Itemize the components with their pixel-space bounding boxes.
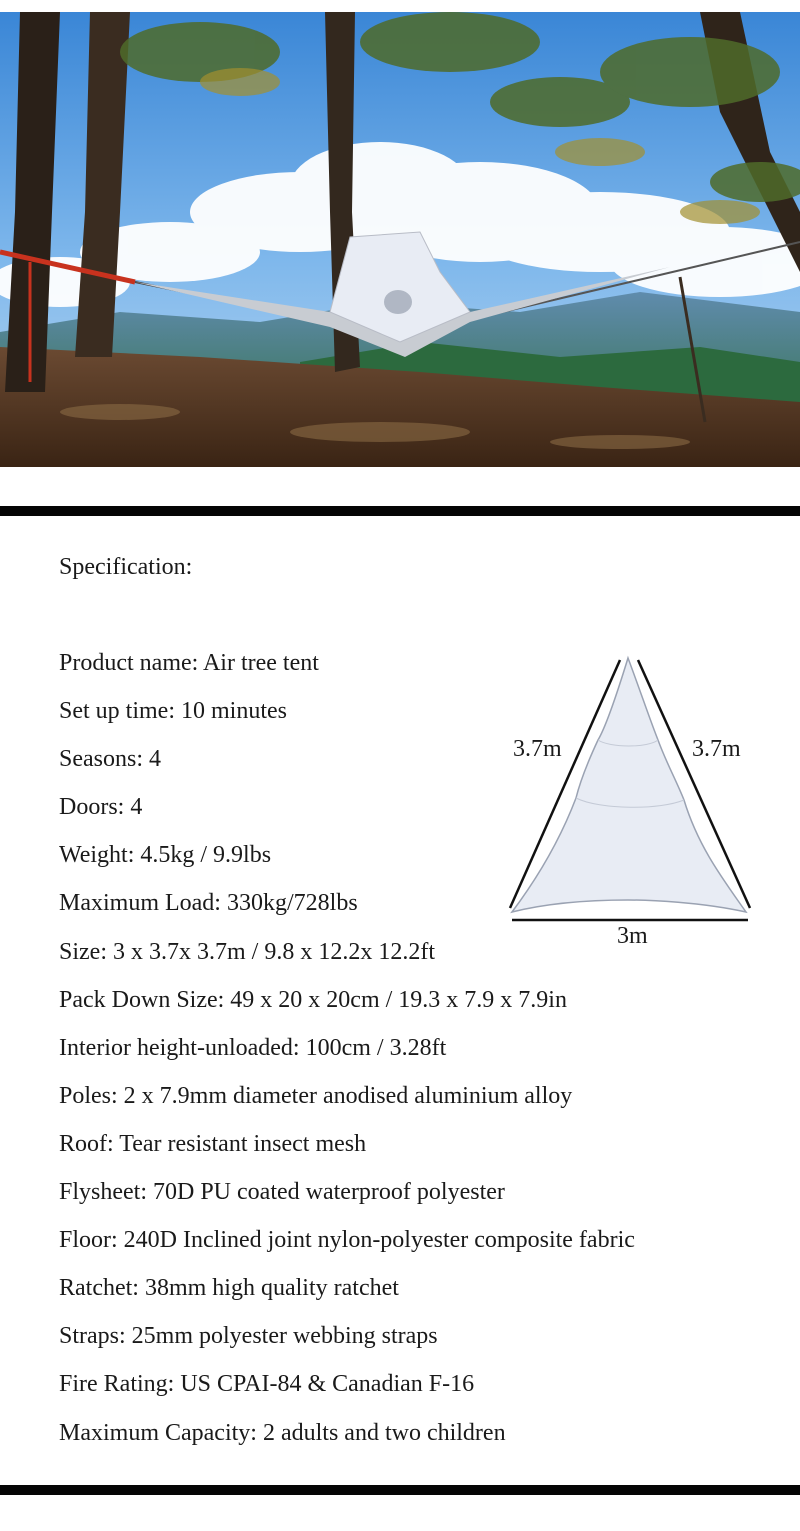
spec-row-max-capacity: Maximum Capacity: 2 adults and two children <box>59 1419 506 1446</box>
spec-row-pack-down-size: Pack Down Size: 49 x 20 x 20cm / 19.3 x 7.9 x 7.9in <box>59 986 567 1013</box>
dimension-base-label: 3m <box>617 923 648 949</box>
tree-tent-photo <box>0 12 800 467</box>
dimension-left-label: 3.7m <box>513 736 562 762</box>
spec-row-size: Size: 3 x 3.7x 3.7m / 9.8 x 12.2x 12.2ft <box>59 938 435 965</box>
spec-row-seasons: Seasons: 4 <box>59 746 161 773</box>
spec-row-fire-rating: Fire Rating: US CPAI-84 & Canadian F-16 <box>59 1371 475 1398</box>
hero-photo <box>0 12 800 467</box>
spec-row-roof: Roof: Tear resistant insect mesh <box>59 1130 367 1157</box>
section-divider-top <box>0 506 800 516</box>
spec-row-doors: Doors: 4 <box>59 794 143 821</box>
section-divider-bottom <box>0 1485 800 1495</box>
spec-row-product-name: Product name: Air tree tent <box>59 650 319 676</box>
tent-fabric-shape <box>512 658 746 912</box>
spec-row-flysheet: Flysheet: 70D PU coated waterproof polyester <box>59 1179 505 1206</box>
spec-heading: Specification: <box>59 554 193 580</box>
spec-row-floor: Floor: 240D Inclined joint nylon-polyester composite fabric <box>59 1227 635 1254</box>
spec-row-ratchet: Ratchet: 38mm high quality ratchet <box>59 1275 399 1302</box>
spec-row-setup-time: Set up time: 10 minutes <box>59 698 287 725</box>
dimension-right-label: 3.7m <box>692 736 741 762</box>
spec-row-poles: Poles: 2 x 7.9mm diameter anodised aluminium alloy <box>59 1082 573 1109</box>
spec-row-max-load: Maximum Load: 330kg/728lbs <box>59 890 358 917</box>
spec-row-straps: Straps: 25mm polyester webbing straps <box>59 1323 438 1350</box>
spec-row-interior-height: Interior height-unloaded: 100cm / 3.28ft <box>59 1034 447 1061</box>
tent-dimension-diagram <box>500 650 760 950</box>
spec-row-weight: Weight: 4.5kg / 9.9lbs <box>59 842 272 869</box>
tent-triangle-illustration <box>500 650 760 950</box>
